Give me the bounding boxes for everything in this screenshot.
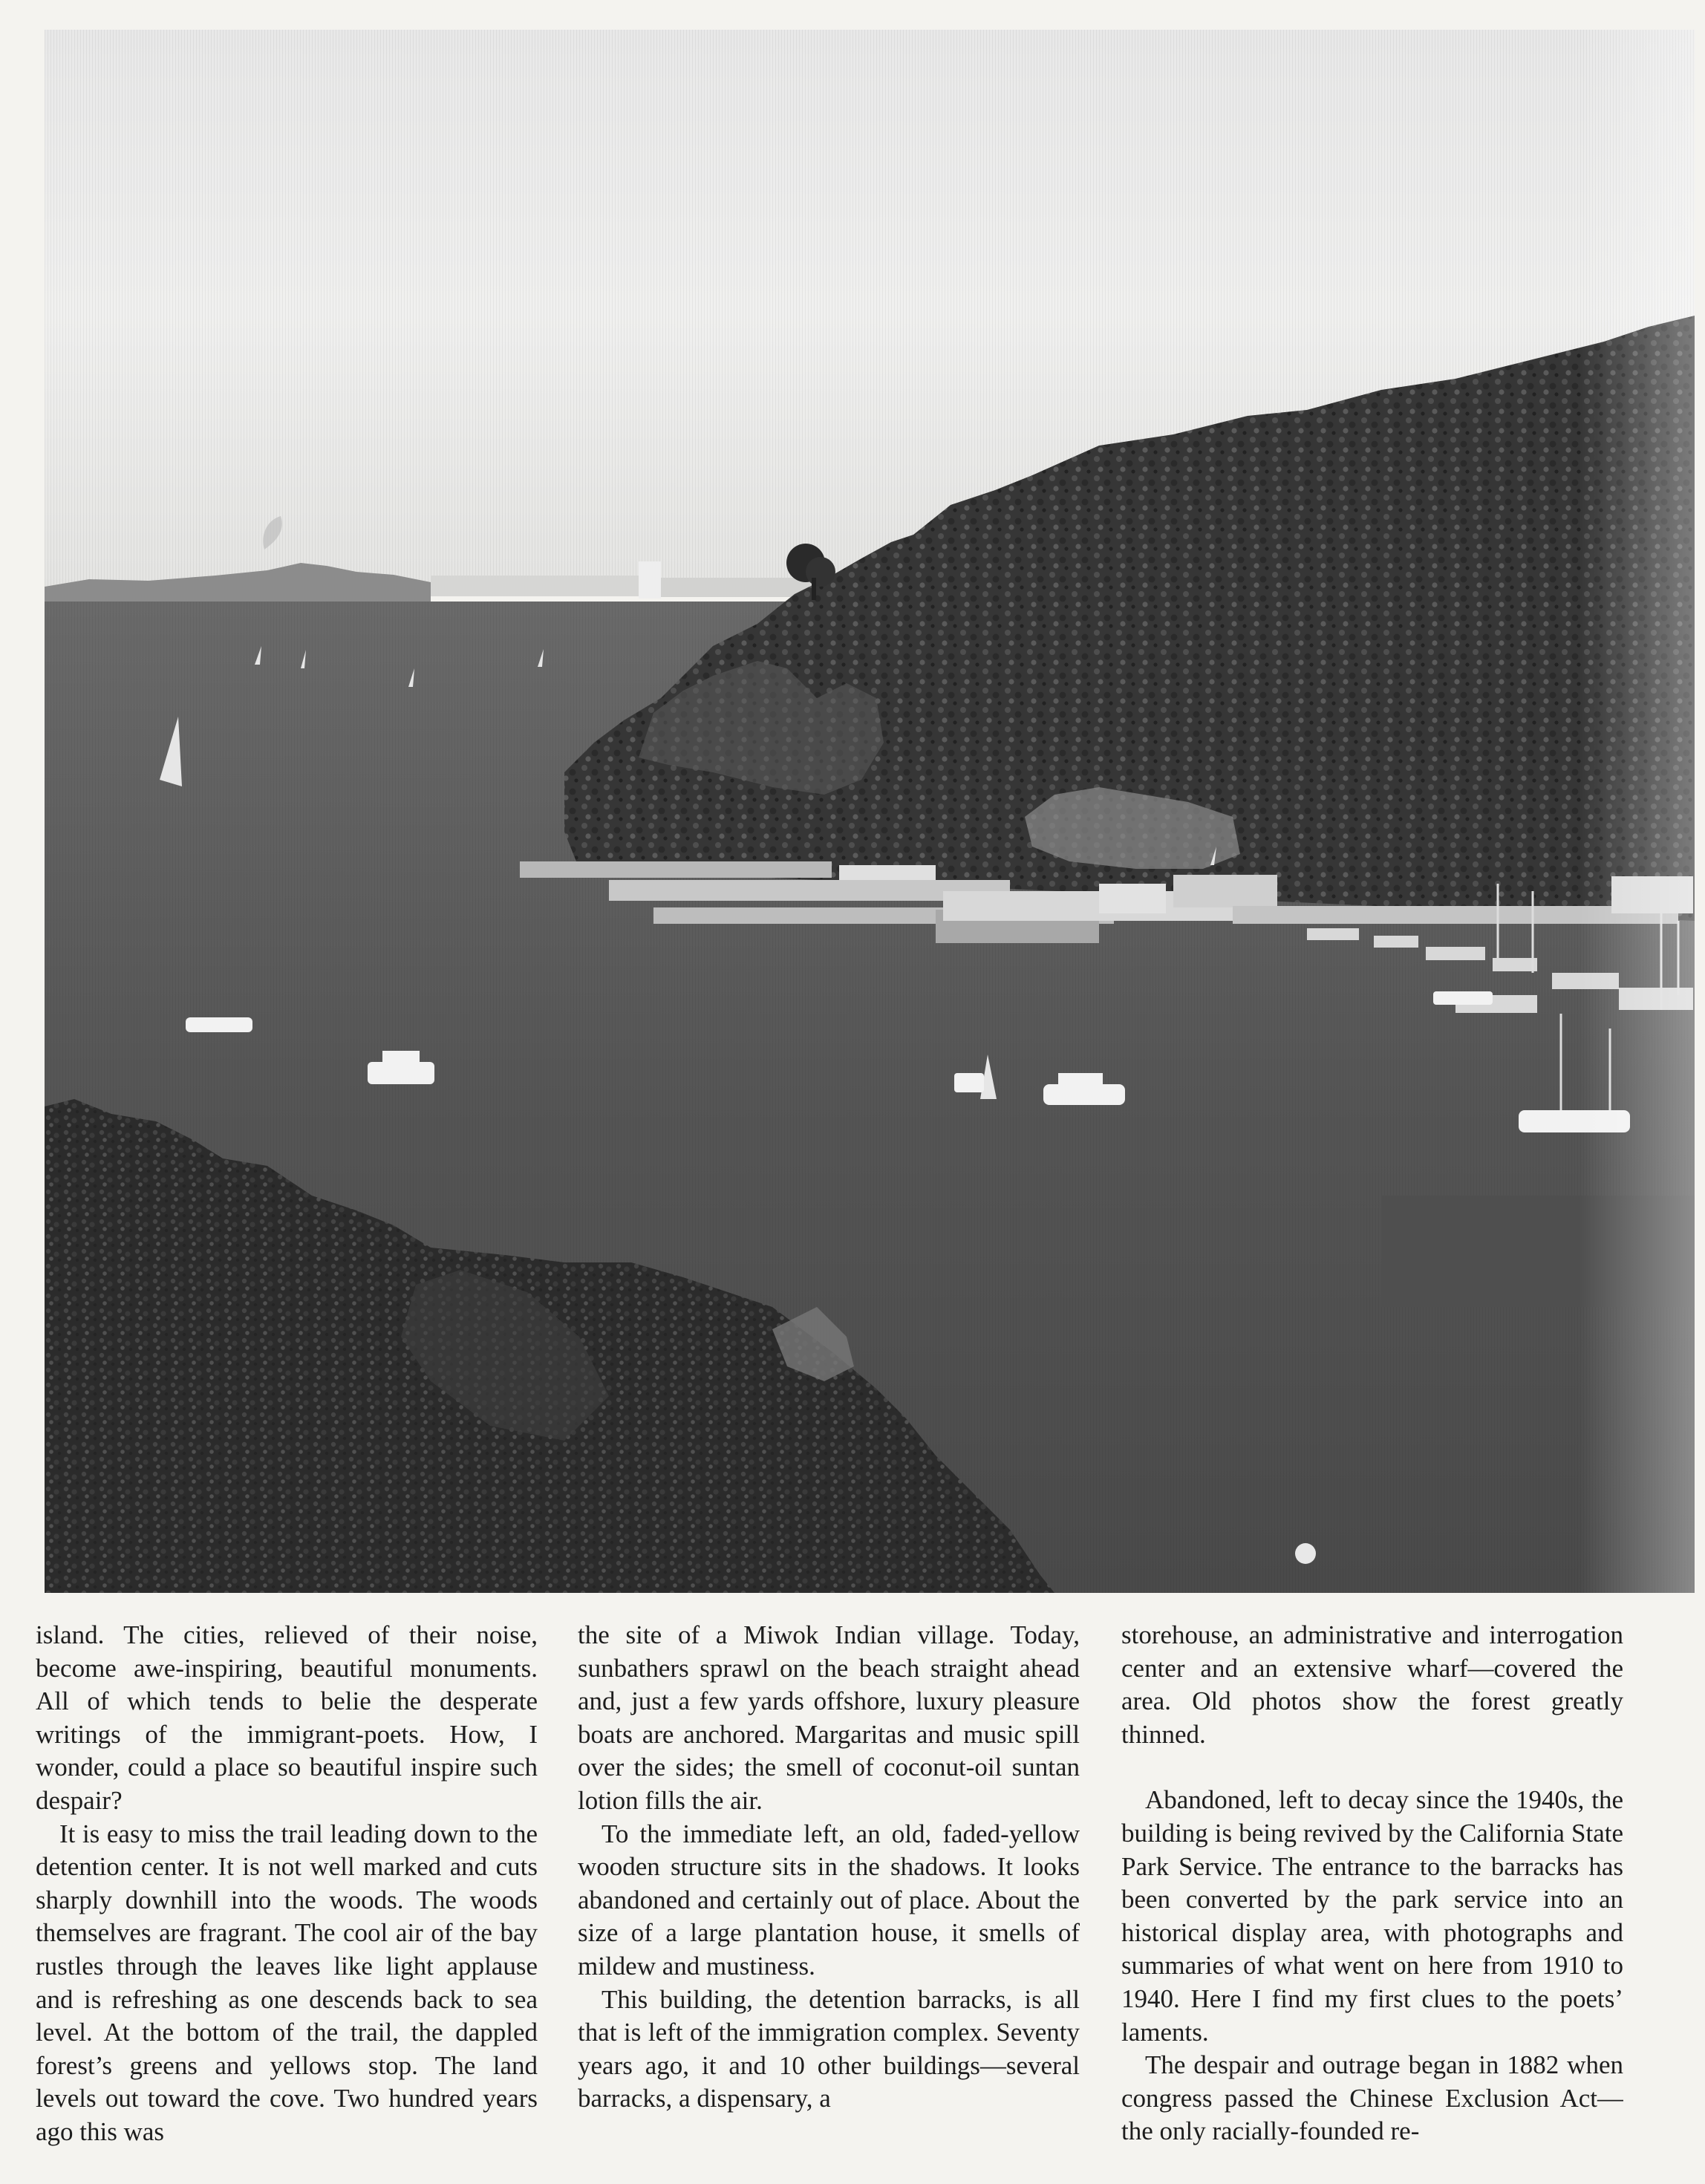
article-paragraph: island. The cities, relieved of their noise, become awe-inspiring, beautiful monuments. All of which tends to belie the desperate writings of the immigrant-poets. How, I wonder, could a place so beautiful inspire such despair? xyxy=(36,1620,538,1815)
article-column-3 xyxy=(1121,1619,1623,2168)
article-column-1 xyxy=(36,1619,538,2168)
article-paragraph: Abandoned, left to decay since the 1940s, the building is being revived by the California State Park Service. The entrance to the barracks has been converted by the park service into an historical display area, with photographs and summaries of what went on here from 1910 to 1940. Here I find my first clues to the poets’ laments. xyxy=(1121,1785,1623,2047)
article-paragraph: the site of a Miwok Indian village. Today, sunbathers sprawl on the beach straight ahead and, just a few yards offshore, luxury pleasure boats are anchored. Margaritas and music spill over the sides; the smell of coconut-oil suntan lotion fills the air. xyxy=(578,1620,1080,1815)
article-paragraph: It is easy to miss the trail leading down to the detention center. It is not well marked and cuts sharply downhill into the woods. The woods themselves are fragrant. The cool air of the bay rustles through the leaves like light applause and is refreshing as one descends back to sea level. At the bottom of the trail, the dappled forest’s greens and yellows stop. The land levels out toward the cove. Two hundred years ago this was xyxy=(36,1819,538,2146)
article-paragraph: The despair and outrage began in 1882 when congress passed the Chinese Exclusion Act—the only racially-founded re- xyxy=(1121,2050,1623,2146)
article-paragraph: To the immediate left, an old, faded-yellow wooden structure sits in the shadows. It looks abandoned and certainly out of place. About the size of a large plantation house, it smells of mildew and mustiness. xyxy=(578,1819,1080,1981)
article-paragraph: This building, the detention barracks, is all that is left of the immigration complex. Seventy years ago, it and 10 other buildings—several barracks, a dispensary, a xyxy=(578,1984,1080,2113)
article-paragraph: storehouse, an administrative and interrogation center and an extensive wharf—covered the area. Old photos show the forest greatly thinned. xyxy=(1121,1620,1623,1749)
article-column-2 xyxy=(578,1619,1080,2168)
landscape-photo xyxy=(45,30,1695,1593)
